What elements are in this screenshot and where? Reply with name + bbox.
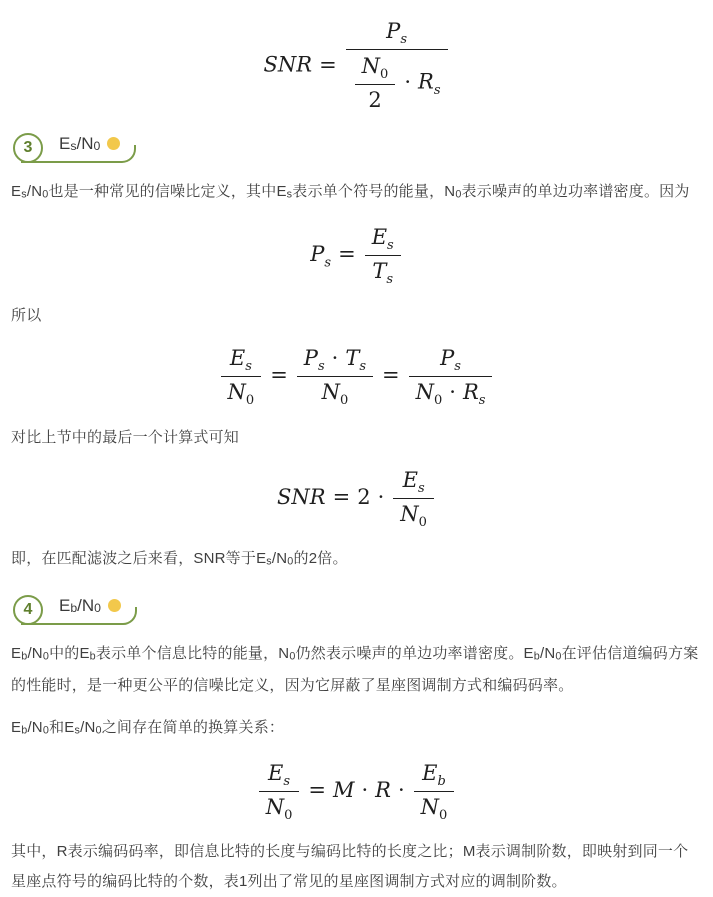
heading-text: Eb/N0 [59,596,101,616]
paragraph-compare-previous: 对比上节中的最后一个计算式可知 [11,428,240,446]
section-heading-eb-n0 [13,594,702,625]
yellow-dot-icon [108,599,121,612]
paragraph-eb-n0-intro: Eb/N0中的Eb表示单个信息比特的能量，N0仍然表示噪声的单边功率谱密度。Eb/N0在评估信道编码方案的性能时，是一种更公平的信噪比定义，因为它屏蔽了星座图调制方式和编码码率。 [11,645,699,695]
formula-ps-es-ts: $P_s$ = $\frac{E_s}{T_s}$ [11,224,702,287]
section-number-badge: 4 [13,595,43,625]
paragraph-r-m-explanation: 其中，R表示编码码率，即信息比特的长度与编码比特的长度之比；M表示调制阶数，即映射到同一个星座点符号的编码比特的个数，表1列出了常见的星座图调制方式对应的调制阶数。 [11,843,689,891]
paragraph-snr-twice: 即，在匹配滤波之后来看，SNR等于Es/N0的2倍。 [11,549,348,568]
section-number-badge: 3 [13,133,43,163]
yellow-dot-icon [107,137,120,150]
paragraph-therefore: 所以 [11,307,42,325]
heading-text: Es/N0 [59,134,101,154]
section-heading-label [55,594,137,625]
formula-es-n0-expansion: $\frac{E_s}{N_0}$ = $\frac{P_s \cdot T_s}{N_0}$ = $\frac{P_s}{N_0 \cdot R_s}$ [11,345,702,408]
formula-es-n0-m-r-eb-n0: $\frac{E_s}{N_0}$ = M · R · $\frac{E_b}{N_0}$ [11,760,702,823]
formula-snr-definition: SNR = $P_s$ $\frac{N_0}{2}$ · $R_s$ [11,18,702,114]
paragraph-conversion-intro: Eb/N0和Es/N0之间存在简单的换算关系： [11,719,285,737]
paragraph-es-n0-intro: Es/N0也是一种常见的信噪比定义，其中Es表示单个符号的能量，N0表示噪声的单边功率谱密度。因为 [11,183,690,201]
section-heading-es-n0 [13,132,702,163]
formula-snr-2-es-n0: SNR = 2 · $\frac{E_s}{N_0}$ [11,467,702,530]
section-heading-label [55,132,136,163]
